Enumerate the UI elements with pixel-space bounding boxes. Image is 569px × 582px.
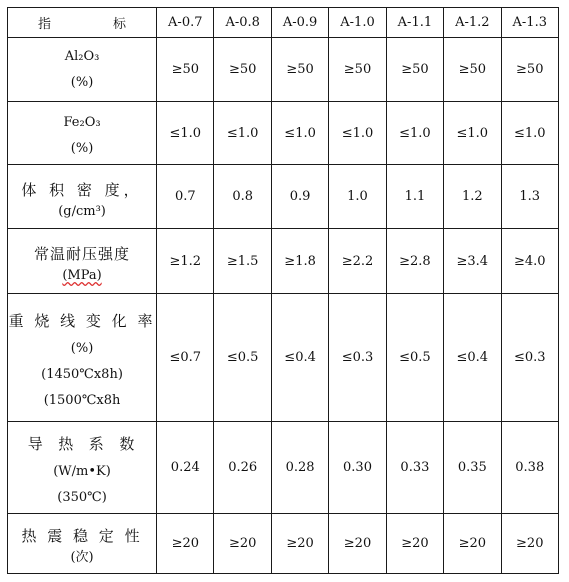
table-cell: ≤1.0 [157, 102, 214, 165]
table-cell: ≤0.3 [501, 294, 558, 422]
row-label-line: (次) [70, 549, 94, 565]
row-label-line: (%) [70, 340, 94, 356]
table-cell: 0.38 [501, 422, 558, 514]
column-header: A-1.1 [386, 8, 443, 38]
row-label-line: Fe₂O₃ [63, 115, 101, 130]
header-row [8, 8, 559, 38]
table-cell: ≥50 [329, 38, 386, 102]
table-cell: 1.2 [444, 165, 501, 229]
row-label-line: 导 热 系 数 [27, 434, 137, 453]
row-label-line: (%) [70, 141, 94, 156]
table-cell: ≤0.7 [157, 294, 214, 422]
table-cell: ≥4.0 [501, 229, 558, 294]
table-cell: 1.0 [329, 165, 386, 229]
table-cell: ≤1.0 [386, 102, 443, 165]
row-label-line: 体 积 密 度， [21, 180, 143, 199]
header-label-1: 指 [38, 17, 52, 32]
table-cell: ≥20 [271, 514, 328, 574]
row-label-line: (g/cm³) [58, 203, 106, 219]
table-cell: 0.7 [157, 165, 214, 229]
table-cell: 0.28 [271, 422, 328, 514]
row-label-fe2o3 [8, 102, 157, 165]
table-cell: ≤0.4 [444, 294, 501, 422]
table-cell: 0.8 [214, 165, 271, 229]
table-cell: ≤1.0 [329, 102, 386, 165]
row-label-line: 常温耐压强度 [34, 245, 131, 263]
row-label-line: (1450℃x8h) [41, 366, 123, 382]
table-cell: ≥20 [157, 514, 214, 574]
table-cell: ≤0.5 [214, 294, 271, 422]
table-cell: ≥50 [501, 38, 558, 102]
row-label-line: (350℃) [57, 489, 107, 505]
table-cell: 0.30 [329, 422, 386, 514]
table-row [8, 514, 559, 574]
row-label-line: Al₂O₃ [64, 48, 100, 64]
table-cell: ≤0.5 [386, 294, 443, 422]
row-label-linear-change [8, 294, 157, 422]
table-cell: 1.1 [386, 165, 443, 229]
table-cell: 0.33 [386, 422, 443, 514]
table-cell: ≥2.2 [329, 229, 386, 294]
table-row [8, 422, 559, 514]
table-cell: 0.26 [214, 422, 271, 514]
row-label-thermal-shock [8, 514, 157, 574]
column-header: A-0.7 [157, 8, 214, 38]
table-cell: ≥50 [444, 38, 501, 102]
table-cell: ≥20 [386, 514, 443, 574]
table-cell: ≥20 [214, 514, 271, 574]
table-cell: ≤1.0 [271, 102, 328, 165]
row-label-line: 热 震 稳 定 性 [21, 526, 143, 545]
table-row [8, 38, 559, 102]
spec-table [7, 7, 559, 574]
row-label-line: 重 烧 线 变 化 率 [8, 311, 156, 330]
table-cell: ≥50 [157, 38, 214, 102]
row-label-al2o3 [8, 38, 157, 102]
column-header: A-1.3 [501, 8, 558, 38]
row-label-thermal-conductivity [8, 422, 157, 514]
table-cell: 0.9 [271, 165, 328, 229]
column-header: A-1.0 [329, 8, 386, 38]
column-header: A-1.2 [444, 8, 501, 38]
row-label-line: (%) [70, 74, 94, 90]
table-cell: ≥50 [386, 38, 443, 102]
row-label-crushing-strength [8, 229, 157, 294]
table-cell: ≥50 [271, 38, 328, 102]
table-row [8, 102, 559, 165]
row-label-bulk-density [8, 165, 157, 229]
column-header: A-0.8 [214, 8, 271, 38]
table-cell: ≤0.3 [329, 294, 386, 422]
row-label-line: (MPa) [62, 268, 102, 283]
table-cell: 1.3 [501, 165, 558, 229]
table-cell: ≥3.4 [444, 229, 501, 294]
table-cell: ≤0.4 [271, 294, 328, 422]
table-cell: ≥1.2 [157, 229, 214, 294]
table-cell: ≥2.8 [386, 229, 443, 294]
table-cell: 0.35 [444, 422, 501, 514]
table-cell: ≤1.0 [444, 102, 501, 165]
table-cell: 0.24 [157, 422, 214, 514]
table-cell: ≥20 [444, 514, 501, 574]
table-cell: ≤1.0 [214, 102, 271, 165]
table-row [8, 229, 559, 294]
table-cell: ≥20 [329, 514, 386, 574]
table-row [8, 165, 559, 229]
table-cell: ≥50 [214, 38, 271, 102]
header-label-cell [8, 8, 157, 38]
table-cell: ≥20 [501, 514, 558, 574]
table-cell: ≤1.0 [501, 102, 558, 165]
row-label-line: (W/m•K) [53, 463, 111, 479]
table-row [8, 294, 559, 422]
table-cell: ≥1.8 [271, 229, 328, 294]
row-label-line: (1500℃x8h [43, 392, 121, 408]
table-cell: ≥1.5 [214, 229, 271, 294]
header-label-2: 标 [113, 17, 127, 32]
column-header: A-0.9 [271, 8, 328, 38]
